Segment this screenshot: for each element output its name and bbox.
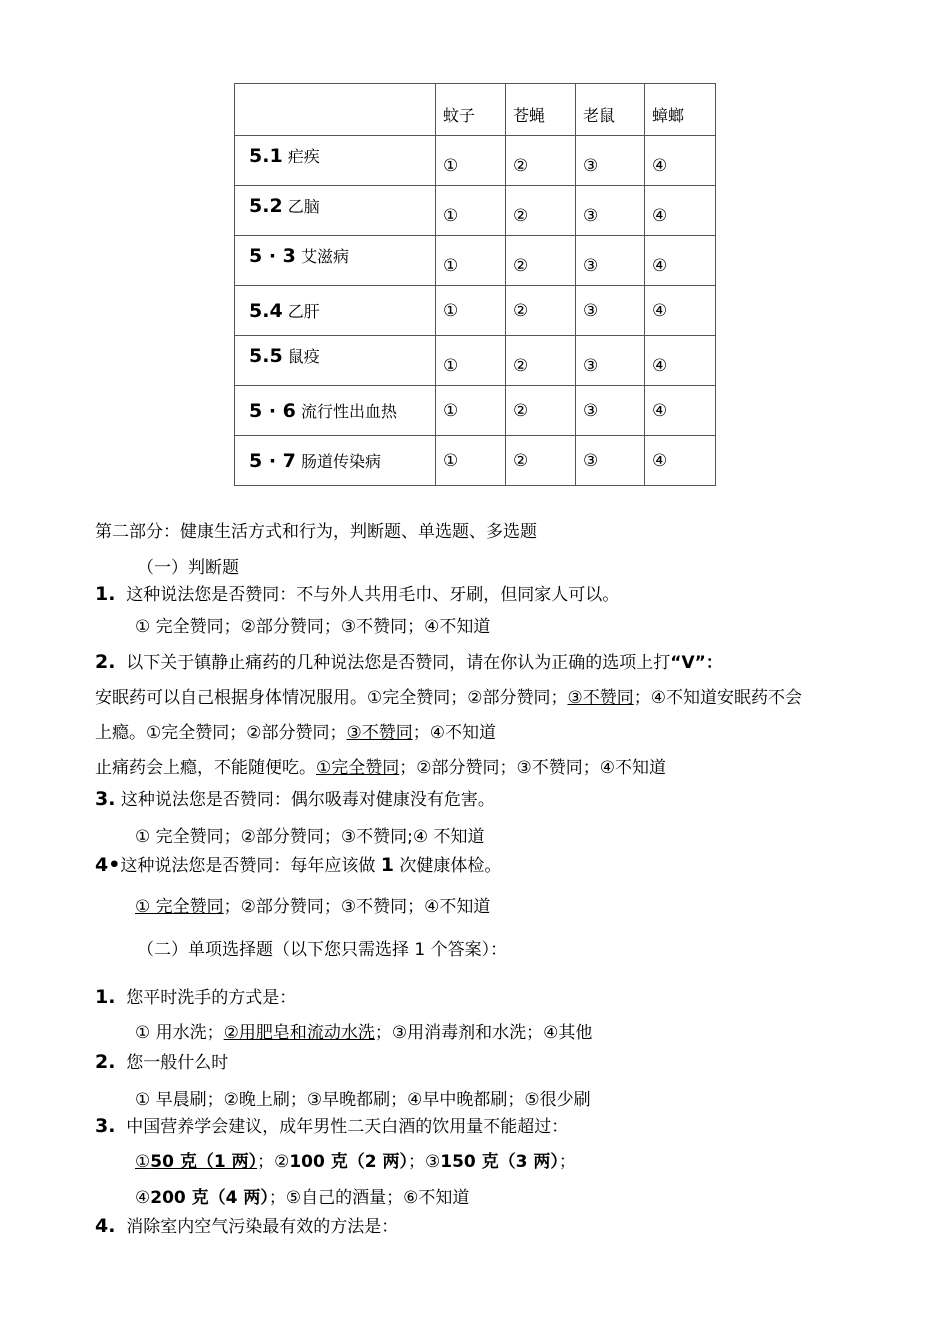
single-question-1: 1. 您平时洗手的方式是： — [95, 986, 297, 1008]
table-row — [235, 236, 716, 286]
option-1[interactable]: ① — [436, 236, 506, 286]
option-1[interactable]: ① — [436, 286, 506, 336]
option-3[interactable]: ③ — [576, 186, 645, 236]
row-label: 5.1 疟疾 — [235, 136, 436, 186]
option-4[interactable]: ④ — [645, 436, 716, 486]
option-4[interactable]: ④ — [645, 186, 716, 236]
header-cell-cockroach: 蟑螂 — [645, 84, 716, 136]
option-4[interactable]: ④ — [645, 136, 716, 186]
question-1-options[interactable]: ① 完全赞同；②部分赞同；③不赞同；④不知道 — [135, 617, 491, 637]
option-3[interactable]: ③ — [576, 286, 645, 336]
option-3[interactable]: ③ — [576, 236, 645, 286]
option-3[interactable]: ③ — [576, 336, 645, 386]
option-1[interactable]: ① — [436, 136, 506, 186]
option-4[interactable]: ④ — [645, 386, 716, 436]
option-1[interactable]: ① — [436, 186, 506, 236]
row-label: 5.2 乙脑 — [235, 186, 436, 236]
section-single-choice-heading: （二）单项选择题（以下您只需选择 1 个答案）： — [137, 940, 508, 960]
option-4[interactable]: ④ — [645, 286, 716, 336]
header-cell-rat: 老鼠 — [576, 84, 645, 136]
single-question-1-options[interactable]: ① 用水洗；②用肥皂和流动水洗；③用消毒剂和水洗；④其他 — [135, 1023, 593, 1043]
row-label: 5.4 乙肝 — [235, 286, 436, 336]
row-label: 5 · 3 艾滋病 — [235, 236, 436, 286]
option-1[interactable]: ① — [436, 336, 506, 386]
table-row — [235, 136, 716, 186]
question-2-item-2[interactable]: 止痛药会上瘾，不能随便吃。①完全赞同；②部分赞同；③不赞同；④不知道 — [95, 758, 666, 778]
option-2[interactable]: ② — [506, 286, 576, 336]
table-row — [235, 336, 716, 386]
table-header-row — [235, 84, 716, 136]
question-2-item-1-cont[interactable]: 上瘾。①完全赞同；②部分赞同；③不赞同；④不知道 — [95, 723, 496, 743]
table-row — [235, 436, 716, 486]
option-2[interactable]: ② — [506, 386, 576, 436]
option-4[interactable]: ④ — [645, 336, 716, 386]
row-label: 5 · 6 流行性出血热 — [235, 386, 436, 436]
single-question-3: 3. 中国营养学会建议，成年男性二天白酒的饮用量不能超过： — [95, 1115, 569, 1137]
question-3-options[interactable]: ① 完全赞同；②部分赞同；③不赞同;④ 不知道 — [135, 827, 485, 847]
option-3[interactable]: ③ — [576, 436, 645, 486]
table-row — [235, 186, 716, 236]
disease-vector-table — [234, 83, 716, 486]
single-question-3-options-b[interactable]: ④200 克（4 两）；⑤自己的酒量；⑥不知道 — [135, 1188, 470, 1208]
option-2[interactable]: ② — [506, 436, 576, 486]
part2-title: 第二部分：健康生活方式和行为，判断题、单选题、多选题 — [95, 522, 537, 542]
header-cell — [235, 84, 436, 136]
single-question-3-options-a[interactable]: ①50 克（1 两）；②100 克（2 两）；③150 克（3 两）； — [135, 1152, 576, 1172]
header-cell-fly: 苍蝇 — [506, 84, 576, 136]
option-2[interactable]: ② — [506, 236, 576, 286]
option-2[interactable]: ② — [506, 186, 576, 236]
header-cell-mosquito: 蚊子 — [436, 84, 506, 136]
question-3: 3. 这种说法您是否赞同：偶尔吸毒对健康没有危害。 — [95, 788, 495, 810]
section-judgment-heading: （一）判断题 — [137, 558, 239, 578]
option-3[interactable]: ③ — [576, 386, 645, 436]
table-row — [235, 286, 716, 336]
row-label: 5.5 鼠疫 — [235, 336, 436, 386]
single-question-2-options[interactable]: ① 早晨刷；②晚上刷；③早晚都刷；④早中晚都刷；⑤很少刷 — [135, 1090, 591, 1110]
single-question-2: 2. 您一般什么时 — [95, 1051, 229, 1073]
option-1[interactable]: ① — [436, 436, 506, 486]
option-2[interactable]: ② — [506, 336, 576, 386]
table-row — [235, 386, 716, 436]
option-1[interactable]: ① — [436, 386, 506, 436]
option-4[interactable]: ④ — [645, 236, 716, 286]
question-4-options[interactable]: ① 完全赞同；②部分赞同；③不赞同；④不知道 — [135, 897, 491, 917]
question-2-item-1[interactable]: 安眠药可以自己根据身体情况服用。①完全赞同；②部分赞同；③不赞同；④不知道安眠药不会 — [95, 688, 802, 708]
row-label: 5 · 7 肠道传染病 — [235, 436, 436, 486]
question-1: 1. 这种说法您是否赞同：不与外人共用毛巾、牙刷，但同家人可以。 — [95, 583, 620, 605]
option-2[interactable]: ② — [506, 136, 576, 186]
question-2: 2. 以下关于镇静止痛药的几种说法您是否赞同，请在你认为正确的选项上打“V”： — [95, 651, 723, 673]
question-4: 4•这种说法您是否赞同：每年应该做 1 次健康体检。 — [95, 854, 502, 876]
option-3[interactable]: ③ — [576, 136, 645, 186]
single-question-4: 4. 消除室内空气污染最有效的方法是： — [95, 1215, 399, 1237]
